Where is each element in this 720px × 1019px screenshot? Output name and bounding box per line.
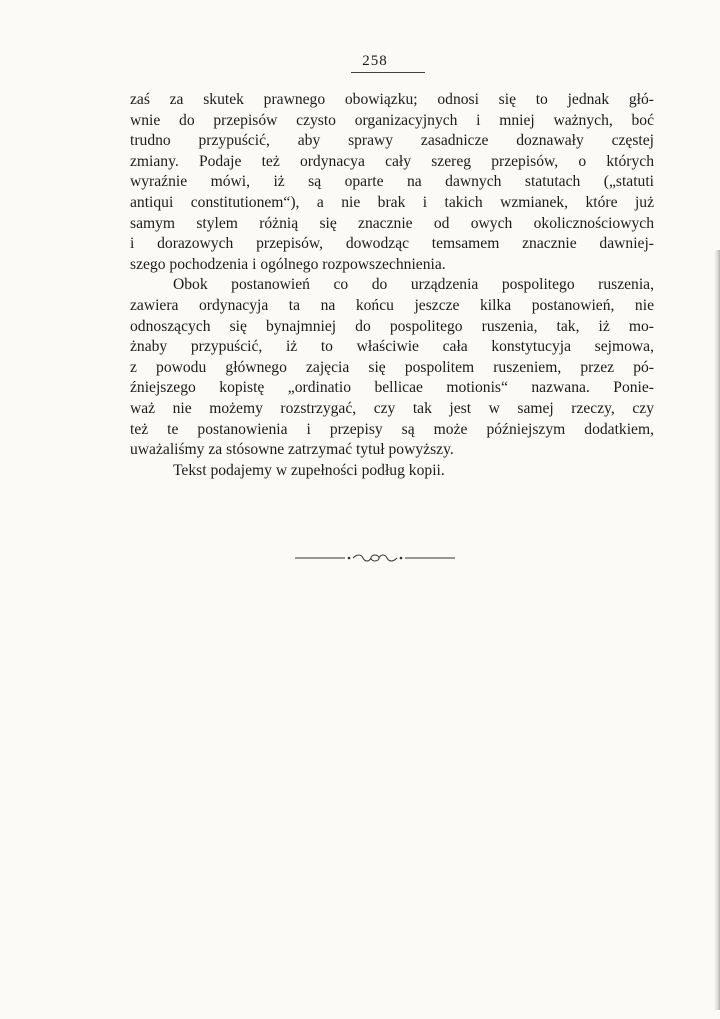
text-line: źniejszego kopistę „ordinatio bellicae motionis“ nazwana. Ponie- xyxy=(130,379,654,397)
text-line: samym stylem różnią się znacznie od owych okolicznościowych xyxy=(130,214,654,232)
text-line: Tekst podajemy w zupełności podług kopii. xyxy=(173,461,445,479)
paragraph-3 xyxy=(130,461,654,482)
text-line: żnaby przypuścić, iż to właściwie cała konstytucyja sejmowa, xyxy=(130,338,654,356)
page-edge-shadow xyxy=(714,250,720,1010)
text-line: waż nie możemy rozstrzygać, czy tak jest w samej rzeczy, czy xyxy=(130,399,654,417)
text-line: odnoszących się bynajmniej do pospolitego ruszenia, tak, iż mo- xyxy=(130,317,654,335)
text-line: szego pochodzenia i ogólnego rozpowszechnienia. xyxy=(130,255,446,273)
text-line: Obok postanowień co do urządzenia pospolitego ruszenia, xyxy=(173,276,654,294)
text-line: antiqui constitutionem“), a nie brak i takich wzmianek, które już xyxy=(130,193,654,211)
text-line: zawiera ordynacyja ta na końcu jeszcze kilka postanowień, nie xyxy=(130,296,654,314)
text-line: zmiany. Podaje też ordynacya cały szereg przepisów, o których xyxy=(130,152,654,170)
text-line: zaś za skutek prawnego obowiązku; odnosi się to jednak głó- xyxy=(130,91,654,108)
text-line: też te postanowienia i przepisy są może późniejszym dodatkiem, xyxy=(130,420,654,438)
flourish-divider-graphic xyxy=(295,551,455,565)
text-line: uważaliśmy za stósowne zatrzymać tytuł powyższy. xyxy=(130,441,454,459)
paragraph-2 xyxy=(130,275,654,460)
text-line: trudno przypuścić, aby sprawy zasadnicze doznawały częstej xyxy=(130,132,654,150)
text-line: i dorazowych przepisów, dowodząc temsamem znacznie dawniej- xyxy=(130,235,654,253)
page-number-rule xyxy=(351,72,425,73)
body-text xyxy=(130,90,654,481)
text-line: z powodu głównego zajęcia się pospolitem ruszeniem, przez pó- xyxy=(130,358,654,376)
flourish-divider-icon xyxy=(0,551,720,570)
text-line: wyraźnie mówi, iż są oparte na dawnych statutach („statuti xyxy=(130,173,654,191)
text-line: wnie do przepisów czysto organizacyjnych i mniej ważnych, boć xyxy=(130,111,654,129)
paragraph-1 xyxy=(130,90,654,275)
page-number: 258 xyxy=(362,53,388,69)
